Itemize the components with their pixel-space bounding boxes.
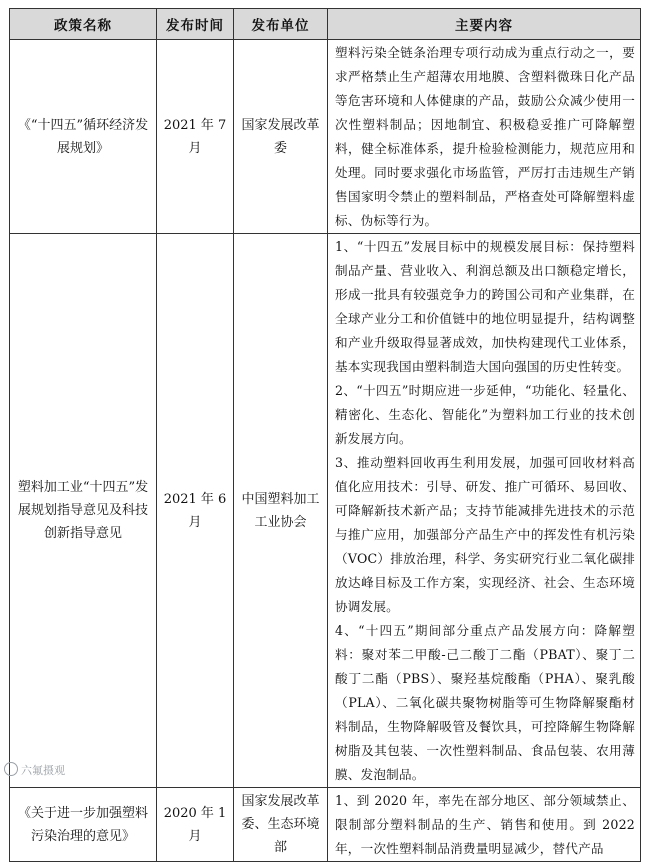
policy-name-cell: 塑料加工业“十四五”发展规划指导意见及科技创新指导意见	[10, 234, 157, 788]
policy-table	[9, 8, 641, 862]
policy-name-cell: 《关于进一步加强塑料污染治理的意见》	[10, 788, 157, 862]
issuer-cell: 国家发展改革委	[234, 40, 328, 234]
release-date-cell: 2021 年 7 月	[157, 40, 234, 234]
watermark	[4, 762, 65, 778]
main-content-cell	[328, 234, 641, 788]
header-policy-name: 政策名称	[10, 9, 157, 40]
content-paragraph: 3、推动塑料回收再生利用发展，加强可回收材料高值化应用技术：引导、研发、推广可循环、易回收、可降解新技术新产品；支持节能减排先进技术的示范与推广应用，加强部分产品生产中的挥发性有机污染（VOC）排放治理，科学、务实研究行业二氧化碳排放达峰目标及工作方案，实现经济、社会、生态环境协调发展。	[335, 455, 635, 614]
issuer-cell: 中国塑料加工工业协会	[234, 234, 328, 788]
content-paragraph: 2、“十四五”时期应进一步延伸，“功能化、轻量化、精密化、生态化、智能化”为塑料加工行业的技术创新发展方向。	[335, 383, 635, 446]
header-row	[10, 9, 641, 40]
content-paragraph: 1、到 2020 年，率先在部分地区、部分领域禁止、限制部分塑料制品的生产、销售和使用。到 2022 年，一次性塑料制品消费量明显减少，替代产品	[335, 793, 635, 856]
main-content-cell	[328, 788, 641, 862]
main-content-cell	[328, 40, 641, 234]
content-paragraph: 塑料污染全链条治理专项行动成为重点行动之一，要求严格禁止生产超薄农用地膜、含塑料微珠日化产品等危害环境和人体健康的产品，鼓励公众减少使用一次性塑料制品；因地制宜、积极稳妥推广可降解塑料，健全标准体系，提升检验检测能力，规范应用和处理。同时要求强化市场监管，严厉打击违规生产销售国家明令禁止的塑料制品，严格查处可降解塑料虚标、伪标等行为。	[335, 45, 635, 228]
issuer-cell: 国家发展改革委、生态环境部	[234, 788, 328, 862]
table-row	[10, 40, 641, 234]
header-issuer: 发布单位	[234, 9, 328, 40]
header-release-date: 发布时间	[157, 9, 234, 40]
watermark-text: 六氟摄观	[21, 764, 65, 777]
circle-logo-icon	[4, 762, 18, 776]
release-date-cell: 2021 年 6 月	[157, 234, 234, 788]
content-paragraph: 1、“十四五”发展目标中的规模发展目标：保持塑料制品产量、营业收入、利润总额及出口额稳定增长，形成一批具有较强竞争力的跨国公司和产业集群，在全球产业分工和价值链中的地位明显提升，结构调整和产业升级取得显著成效，加快构建现代工业体系，基本实现我国由塑料制造大国向强国的历史性转变。	[335, 239, 635, 374]
table-row	[10, 788, 641, 862]
content-paragraph: 4、“十四五”期间部分重点产品发展方向：降解塑料：聚对苯二甲酸-己二酸丁二酯（PBAT）、聚丁二酸丁二酯（PBS）、聚羟基烷酸酯（PHA）、聚乳酸（PLA）、二氧化碳共聚物树脂等可生物降解聚酯材料制品，生物降解吸管及餐饮具，可控降解生物降解树脂及其包装、一次性塑料制品、食品包装、农用薄膜、发泡制品。	[335, 623, 635, 782]
policy-name-cell: 《“十四五”循环经济发展规划》	[10, 40, 157, 234]
table-row	[10, 234, 641, 788]
release-date-cell: 2020 年 1 月	[157, 788, 234, 862]
header-main-content: 主要内容	[328, 9, 641, 40]
